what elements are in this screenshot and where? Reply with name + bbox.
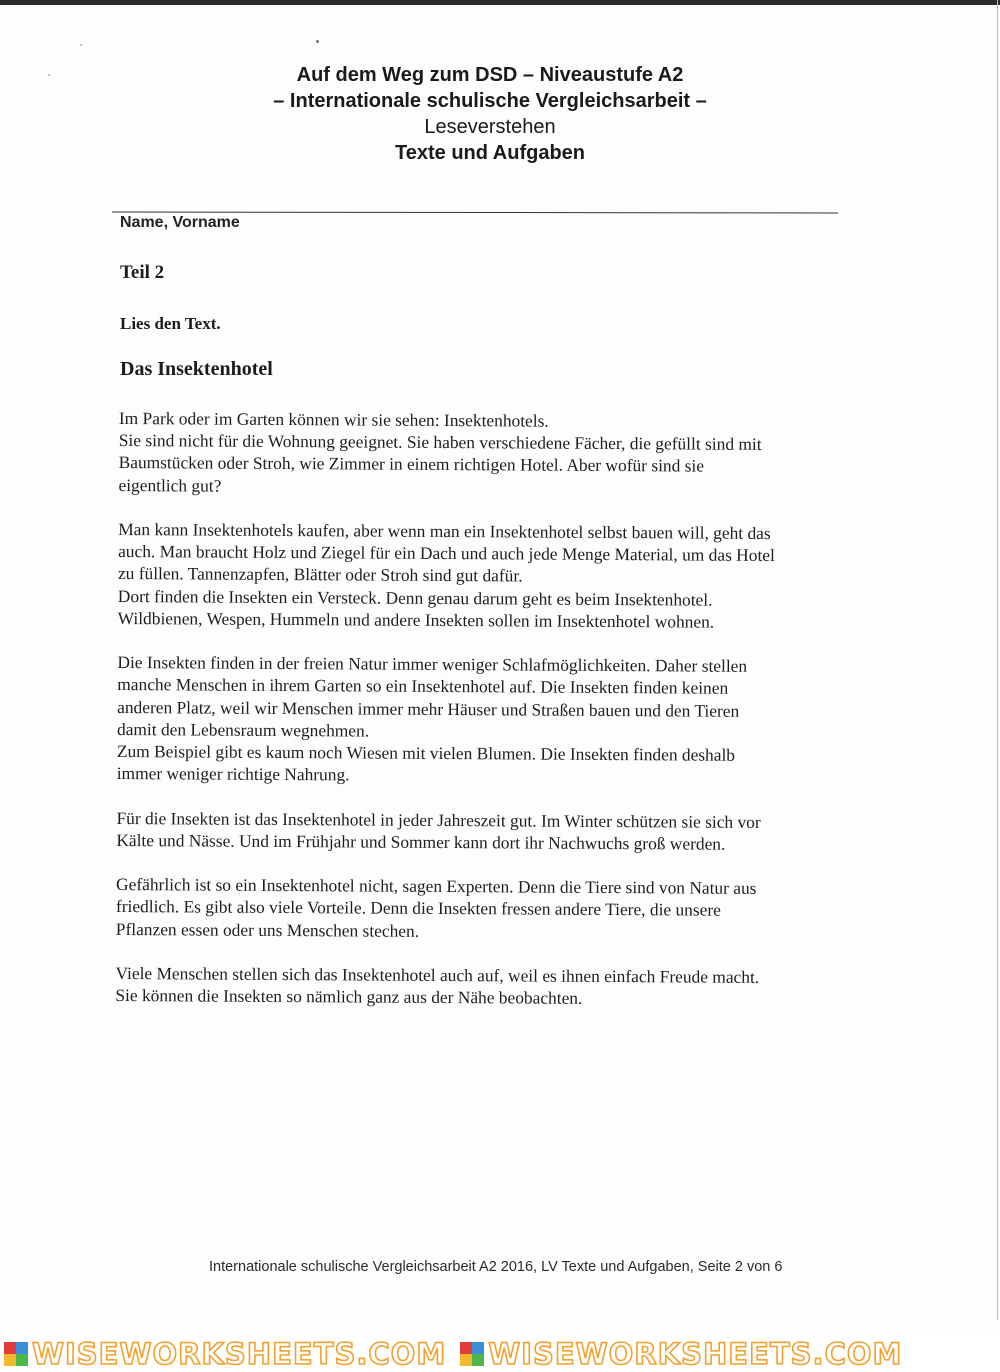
text-line: auch. Man braucht Holz und Ziegel für ein Dach und auch jede Menge Material, um das Hotel — [118, 541, 775, 566]
instruction-text: Lies den Text. — [120, 314, 221, 333]
paragraph — [116, 807, 876, 856]
scan-speck — [48, 74, 50, 76]
watermark-text: WISEWORKSHEETS.COM — [488, 1337, 903, 1371]
text-line: Für die Insekten ist das Insektenhotel in jeder Jahreszeit gut. Im Winter schützen sie sich vor — [116, 807, 761, 832]
header-line-3: Leseverstehen — [424, 116, 556, 138]
watermark-text: WISEWORKSHEETS.COM — [32, 1337, 447, 1371]
scan-top-edge — [0, 0, 1000, 5]
page-footer: Internationale schulische Vergleichsarbeit A2 2016, LV Texte und Aufgaben, Seite 2 von 6 — [209, 1259, 783, 1275]
scan-speck — [316, 40, 319, 43]
text-line: damit den Lebensraum wegnehmen. — [116, 718, 370, 741]
header-line-2: – Internationale schulische Vergleichsarbeit – — [273, 90, 707, 112]
text-line: Im Park oder im Garten können wir sie sehen: Insektenhotels. — [118, 407, 549, 431]
paragraph — [115, 962, 875, 1011]
text-line: Die Insekten finden in der freien Natur immer weniger Schlafmöglichkeiten. Daher stellen — [117, 652, 748, 677]
text-line: Sie sind nicht für die Wohnung geeignet. Sie haben verschiedene Fächer, die gefüllt sind mit — [118, 430, 762, 455]
logo-square — [472, 1354, 484, 1366]
logo-square — [16, 1354, 28, 1366]
header-line-4: Texte und Aufgaben — [395, 142, 585, 164]
text-line: eigentlich gut? — [118, 474, 222, 496]
text-line: Baumstücken oder Stroh, wie Zimmer in einem richtigen Hotel. Aber wofür sind sie — [118, 452, 705, 476]
paragraph — [118, 518, 879, 634]
watermark-logo-icon — [460, 1342, 484, 1366]
header-line-1: Auf dem Weg zum DSD – Niveaustufe A2 — [296, 64, 684, 86]
logo-square — [16, 1342, 28, 1354]
text-line: zu füllen. Tannenzapfen, Blätter oder Stroh sind gut dafür. — [117, 563, 523, 586]
text-line: Pflanzen essen oder uns Menschen stechen. — [115, 918, 420, 941]
paragraph — [116, 873, 876, 944]
watermark-logo-icon — [4, 1342, 28, 1366]
logo-square — [4, 1342, 16, 1354]
logo-square — [460, 1354, 472, 1366]
scan-right-edge — [997, 0, 998, 1320]
logo-square — [472, 1342, 484, 1354]
watermark-item — [4, 1337, 446, 1371]
text-line: Zum Beispiel gibt es kaum noch Wiesen mit vielen Blumen. Die Insekten finden deshalb — [116, 741, 736, 765]
section-heading: Teil 2 — [120, 262, 165, 283]
scan-speck — [80, 44, 82, 46]
logo-square — [4, 1354, 16, 1366]
text-line: Man kann Insektenhotels kaufen, aber wenn man ein Insektenhotel selbst bauen will, geht das — [118, 518, 771, 543]
watermark-item — [460, 1337, 902, 1371]
name-field-label: Name, Vorname — [120, 214, 240, 231]
text-line: anderen Platz, weil wir Menschen immer mehr Häuser und Straßen bauen und den Tieren — [117, 696, 740, 721]
text-line: manche Menschen in ihrem Garten so ein Insektenhotel auf. Die Insekten finden keinen — [117, 674, 729, 699]
text-line: Kälte und Nässe. Und im Frühjahr und Sommer kann dort ihr Nachwuchs groß werden. — [116, 829, 726, 854]
paragraph — [117, 651, 878, 789]
text-line: Sie können die Insekten so nämlich ganz aus der Nähe beobachten. — [115, 985, 583, 1009]
text-line: Dort finden die Insekten ein Versteck. Denn genau darum geht es beim Insektenhotel. — [117, 585, 713, 610]
text-line: Viele Menschen stellen sich das Insektenhotel auch auf, weil es ihnen einfach Freude macht. — [115, 962, 760, 987]
text-line: Wildbienen, Wespen, Hummeln und andere Insekten sollen im Insektenhotel wohnen. — [117, 607, 715, 632]
logo-square — [460, 1342, 472, 1354]
document-header — [190, 62, 790, 166]
reading-text — [115, 407, 879, 1033]
text-title: Das Insektenhotel — [120, 358, 273, 380]
text-line: Gefährlich ist so ein Insektenhotel nicht, sagen Experten. Denn die Tiere sind von Natur aus — [116, 874, 757, 899]
watermark-banner — [0, 1336, 1000, 1372]
text-line: friedlich. Es gibt also viele Vorteile. Denn die Insekten fressen andere Tiere, die unsere — [115, 896, 721, 921]
paragraph — [118, 407, 879, 500]
text-line: immer weniger richtige Nahrung. — [116, 763, 350, 785]
